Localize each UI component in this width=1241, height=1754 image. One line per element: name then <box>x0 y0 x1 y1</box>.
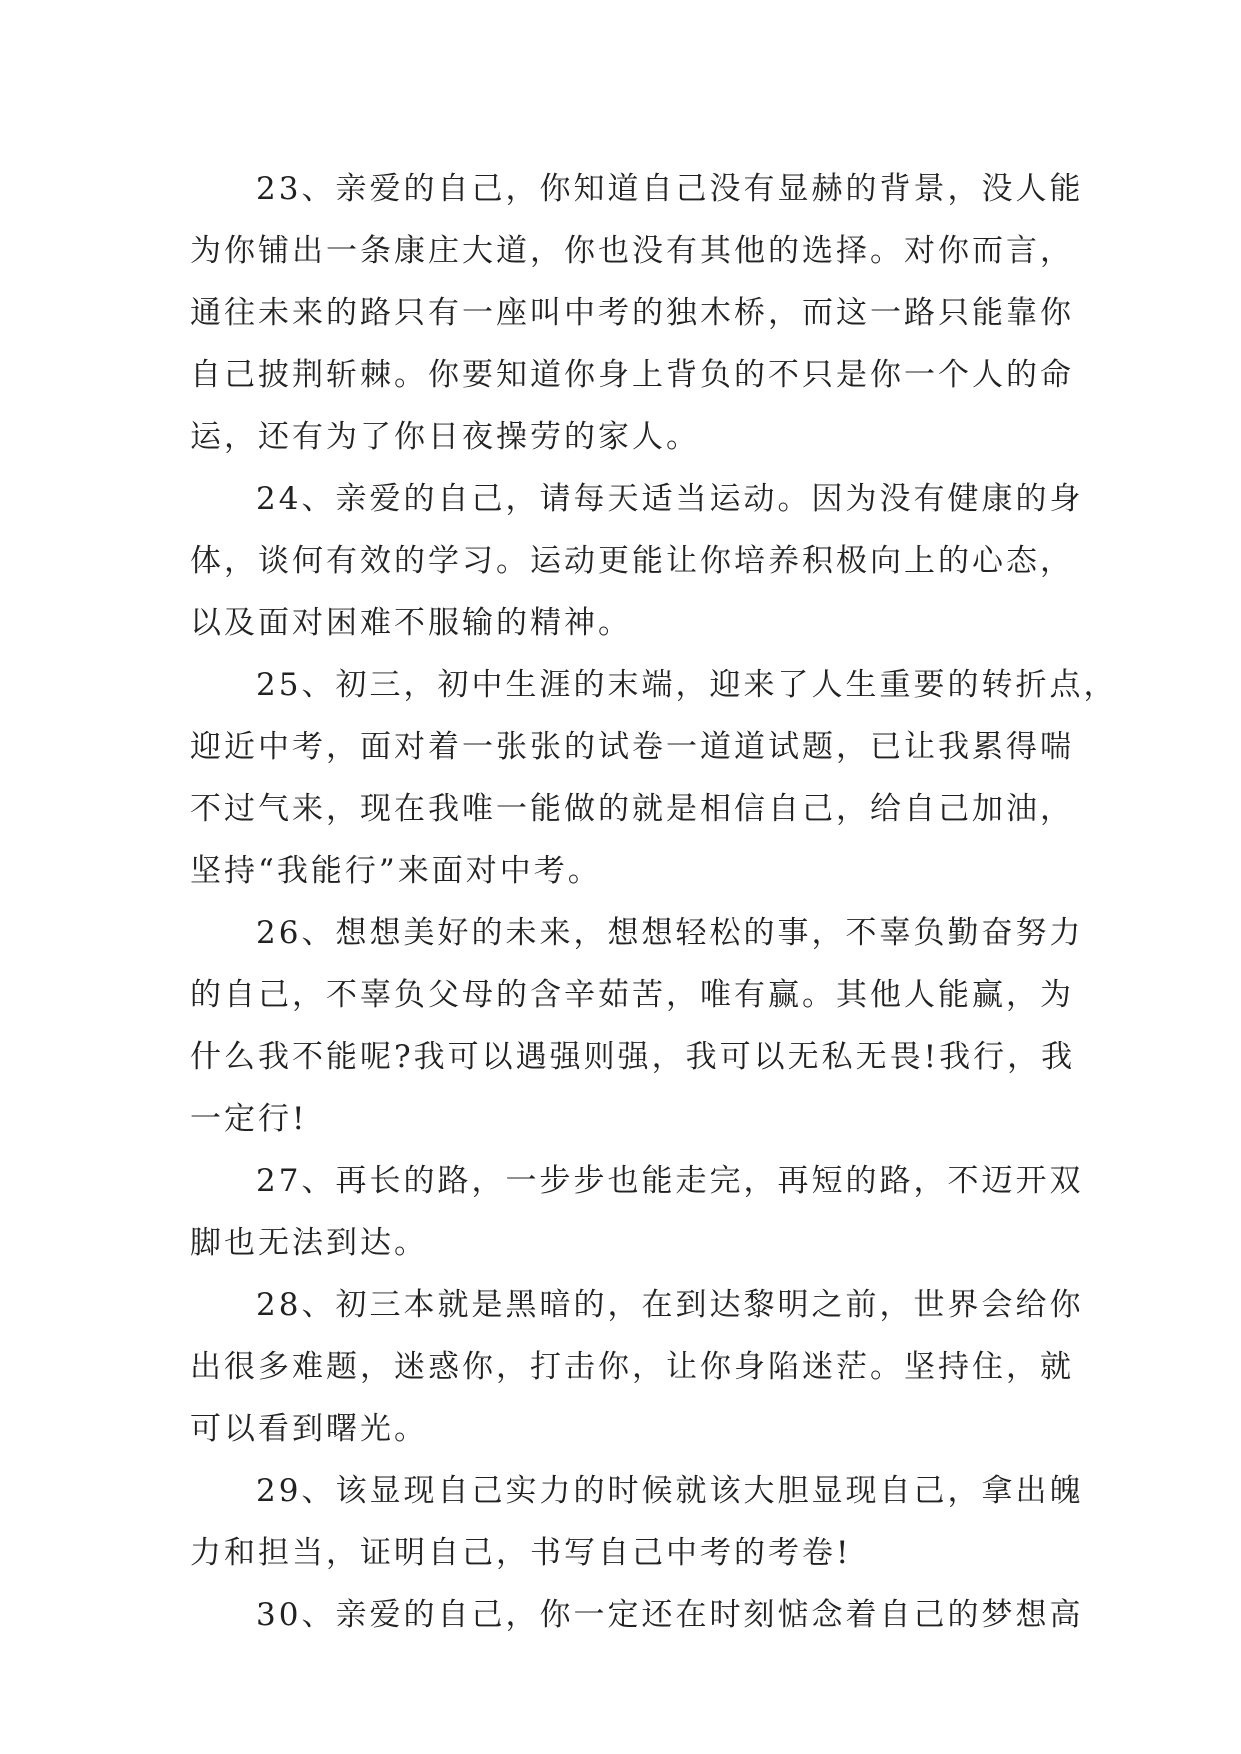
paragraph-line: 运，还有为了你日夜操劳的家人。 <box>190 419 700 455</box>
paragraph-25 <box>190 654 1118 902</box>
paragraph-line: 25、初三，初中生涯的末端，迎来了人生重要的转折点， <box>256 667 1118 703</box>
paragraph-28 <box>190 1274 1084 1460</box>
paragraph-line: 可以看到曙光。 <box>190 1411 428 1447</box>
paragraph-line: 迎近中考，面对着一张张的试卷一道道试题，已让我累得喘 <box>190 729 1074 765</box>
paragraph-line: 的自己，不辜负父母的含辛茹苦，唯有赢。其他人能赢，为 <box>190 977 1074 1013</box>
paragraph-29 <box>190 1460 1084 1584</box>
paragraph-line: 以及面对困难不服输的精神。 <box>190 605 632 641</box>
paragraph-23 <box>190 158 1084 468</box>
paragraph-line: 不过气来，现在我唯一能做的就是相信自己，给自己加油， <box>190 791 1074 827</box>
paragraph-line: 坚持“我能行”来面对中考。 <box>190 853 602 889</box>
document-body <box>190 158 1118 1646</box>
paragraph-30 <box>190 1584 1084 1646</box>
paragraph-line: 为你铺出一条康庄大道，你也没有其他的选择。对你而言， <box>190 233 1074 269</box>
paragraph-27 <box>190 1150 1084 1274</box>
paragraph-26 <box>190 902 1084 1150</box>
paragraph-line: 体，谈何有效的学习。运动更能让你培养积极向上的心态， <box>190 543 1074 579</box>
paragraph-line: 通往未来的路只有一座叫中考的独木桥，而这一路只能靠你 <box>190 295 1074 331</box>
paragraph-line: 力和担当，证明自己，书写自己中考的考卷! <box>190 1535 852 1571</box>
paragraph-line: 出很多难题，迷惑你，打击你，让你身陷迷茫。坚持住，就 <box>190 1349 1074 1385</box>
paragraph-line: 30、亲爱的自己，你一定还在时刻惦念着自己的梦想高 <box>256 1597 1084 1633</box>
paragraph-line: 一定行! <box>190 1101 308 1137</box>
paragraph-line: 自己披荆斩棘。你要知道你身上背负的不只是你一个人的命 <box>190 357 1074 393</box>
paragraph-line: 23、亲爱的自己，你知道自己没有显赫的背景，没人能 <box>256 171 1084 207</box>
paragraph-24 <box>190 468 1084 654</box>
paragraph-line: 29、该显现自己实力的时候就该大胆显现自己，拿出魄 <box>256 1473 1084 1509</box>
paragraph-line: 什么我不能呢?我可以遇强则强，我可以无私无畏!我行，我 <box>190 1039 1076 1075</box>
paragraph-line: 26、想想美好的未来，想想轻松的事，不辜负勤奋努力 <box>256 915 1084 951</box>
paragraph-line: 24、亲爱的自己，请每天适当运动。因为没有健康的身 <box>256 481 1084 517</box>
paragraph-line: 脚也无法到达。 <box>190 1225 428 1261</box>
paragraph-line: 28、初三本就是黑暗的，在到达黎明之前，世界会给你 <box>256 1287 1084 1323</box>
paragraph-line: 27、再长的路，一步步也能走完，再短的路，不迈开双 <box>256 1163 1084 1199</box>
